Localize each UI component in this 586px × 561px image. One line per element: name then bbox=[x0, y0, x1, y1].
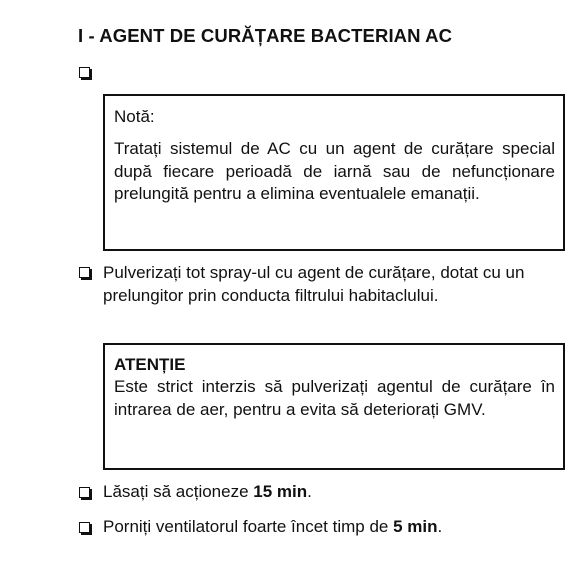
warning-text: Este strict interzis să pulverizați agentul de curățare în intrarea de aer, pentru a evita să deteriorați GMV. bbox=[114, 377, 555, 419]
note-box bbox=[103, 94, 565, 251]
checkbox-bullet-icon bbox=[79, 487, 90, 498]
note-text: Tratați sistemul de AC cu un agent de curățare special după fiecare perioadă de iarnă sau de nefuncționare prelungită pentru a elimina eventualele emanații. bbox=[114, 139, 555, 203]
note-heading: Notă: bbox=[114, 107, 155, 126]
step-fan bbox=[103, 516, 568, 539]
step-fan-end: . bbox=[437, 517, 443, 536]
warning-box bbox=[103, 343, 565, 470]
step-wait-text: Lăsați să acționeze bbox=[103, 482, 254, 501]
step-wait bbox=[103, 481, 568, 504]
checkbox-bullet-icon bbox=[79, 522, 90, 533]
step-wait-end: . bbox=[307, 482, 312, 501]
warning-heading: ATENȚIE bbox=[114, 355, 186, 374]
section-title: I - AGENT DE CURĂȚARE BACTERIAN AC bbox=[78, 25, 453, 46]
step-spray: Pulverizați tot spray-ul cu agent de curățare, dotat cu un prelungitor prin conducta filtrului habitaclului. bbox=[103, 263, 525, 305]
step-fan-duration: 5 min bbox=[393, 517, 438, 536]
step-wait-duration: 15 min bbox=[253, 482, 308, 501]
checkbox-bullet-icon bbox=[79, 67, 90, 78]
step-fan-text: Porniți ventilatorul foarte încet timp de bbox=[103, 517, 394, 536]
checkbox-bullet-icon bbox=[79, 267, 90, 278]
